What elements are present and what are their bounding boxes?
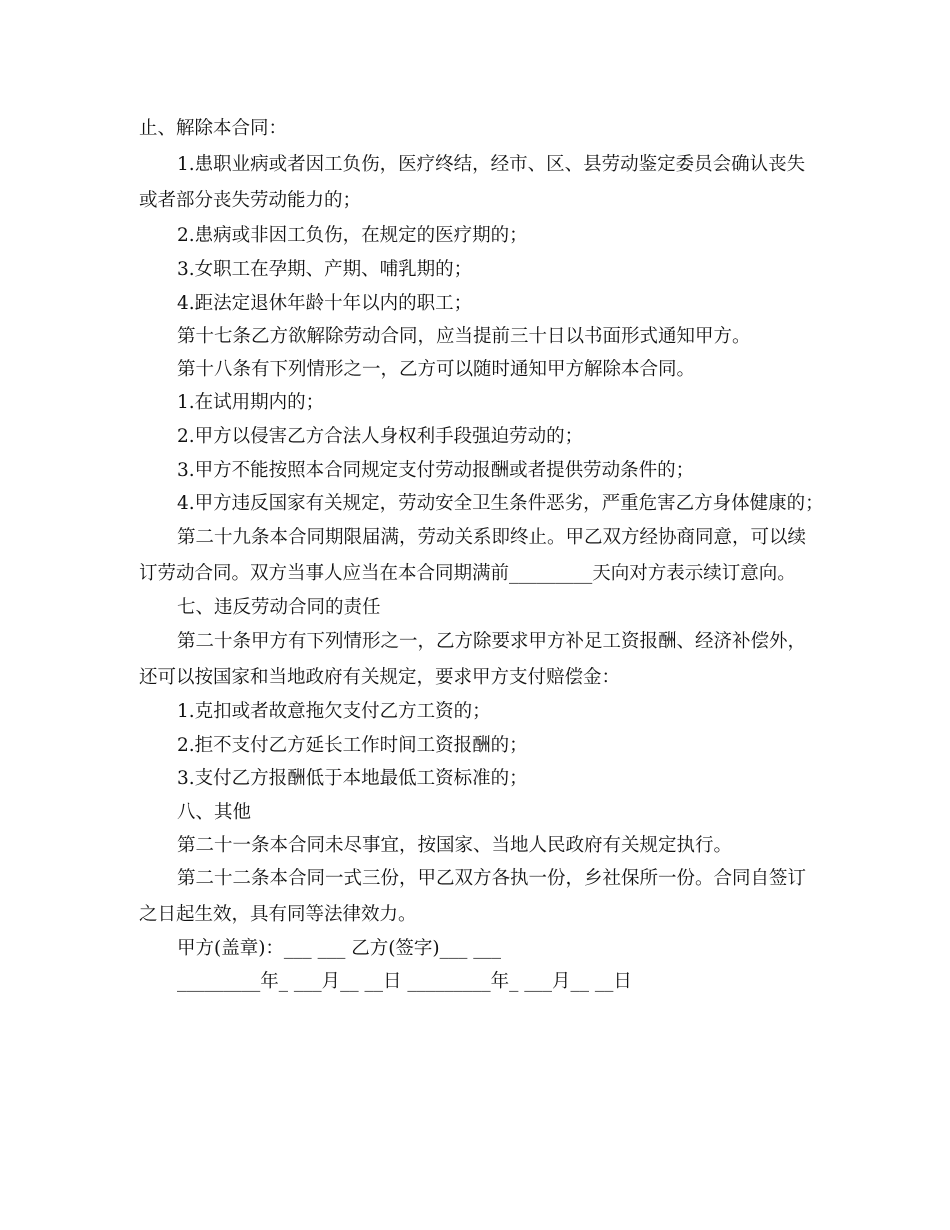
text-line: 2.甲方以侵害乙方合法人身权利手段强迫劳动的； — [177, 426, 584, 447]
section-heading: 七、违反劳动合同的责任 — [177, 597, 381, 618]
text-line: 2.拒不支付乙方延长工作时间工资报酬的； — [177, 735, 528, 756]
text-line: 第二十二条本合同一式三份，甲乙双方各执一份，乡社保所一份。合同自签订 — [177, 868, 807, 889]
text-line: 3.女职工在孕期、产期、哺乳期的； — [177, 259, 473, 280]
text-line: 或者部分丧失劳动能力的； — [139, 190, 362, 211]
text-line: 订劳动合同。双方当事人应当在本合同期满前_________天向对方表示续订意向。 — [139, 563, 796, 584]
text-line: 第二十九条本合同期限届满，劳动关系即终止。甲乙双方经协商同意，可以续 — [177, 527, 807, 548]
text-line: 止、解除本合同： — [139, 118, 288, 139]
text-line: 1.在试用期内的； — [177, 392, 325, 413]
text-line: 之日起生效，具有同等法律效力。 — [139, 904, 417, 925]
text-line: 第二十条甲方有下列情形之一，乙方除要求甲方补足工资报酬、经济补偿外， — [177, 631, 807, 652]
text-line: 4.距法定退休年龄十年以内的职工； — [177, 293, 473, 314]
section-heading: 八、其他 — [177, 802, 252, 823]
text-line: 4.甲方违反国家有关规定，劳动安全卫生条件恶劣，严重危害乙方身体健康的； — [177, 493, 824, 514]
signature-line: 甲方(盖章)：___ ___ 乙方(签字)___ ___ — [177, 938, 502, 959]
text-line: 第二十一条本合同未尽事宜，按国家、当地人民政府有关规定执行。 — [177, 835, 733, 856]
text-line: 第十七条乙方欲解除劳动合同，应当提前三十日以书面形式通知甲方。 — [177, 326, 751, 347]
text-line: 3.甲方不能按照本合同规定支付劳动报酬或者提供劳动条件的； — [177, 460, 695, 481]
text-line: 3.支付乙方报酬低于本地最低工资标准的； — [177, 768, 528, 789]
date-line: _________年_ ___月__ __日 _________年_ ___月__ __日 — [177, 971, 632, 992]
text-line: 1.患职业病或者因工负伤，医疗终结，经市、区、县劳动鉴定委员会确认丧失 — [177, 154, 806, 175]
text-line: 第十八条有下列情形之一，乙方可以随时通知甲方解除本合同。 — [177, 359, 696, 380]
text-line: 还可以按国家和当地政府有关规定，要求甲方支付赔偿金： — [139, 667, 621, 688]
text-line: 1.克扣或者故意拖欠支付乙方工资的； — [177, 701, 491, 722]
text-line: 2.患病或非因工负伤，在规定的医疗期的； — [177, 225, 528, 246]
